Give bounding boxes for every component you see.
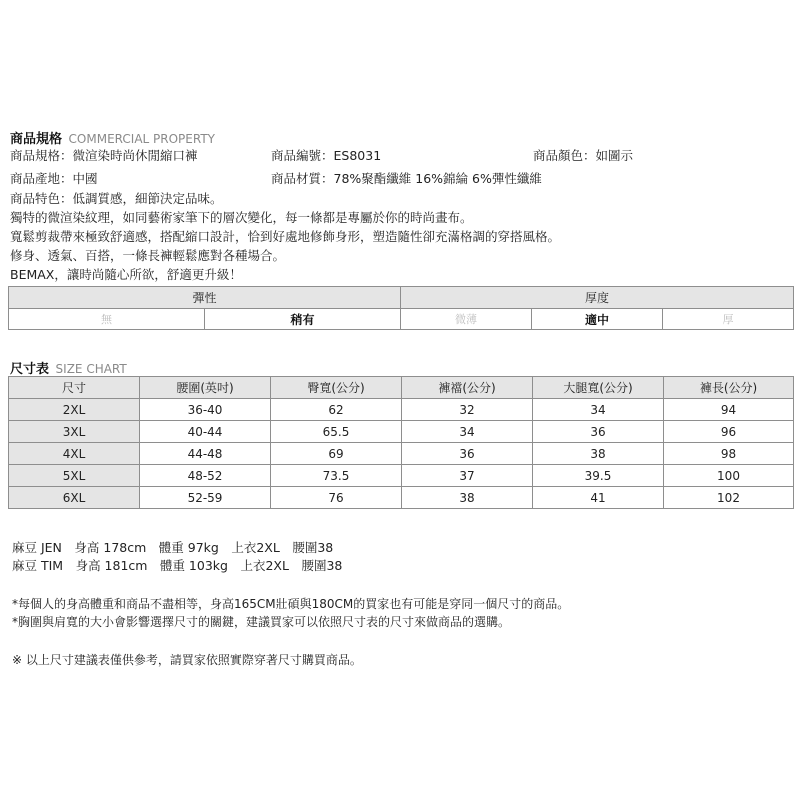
header-hip: 臀寬(公分) (271, 377, 402, 399)
fabric-feel-table (8, 286, 794, 330)
size-label: 4XL (9, 443, 140, 465)
spec-origin: 商品產地：中國 (10, 171, 98, 186)
table-row (9, 399, 794, 421)
thickness-option-thick: 厚 (663, 309, 794, 330)
size-chart-header-row (9, 377, 794, 399)
model-info: 麻豆 TIM 身高 181cm 體重 103kg 上衣2XL 腰圍38 (12, 558, 343, 573)
thickness-option-medium: 適中 (532, 309, 663, 330)
thigh-cell: 39.5 (533, 465, 664, 487)
elasticity-option-none: 無 (9, 309, 205, 330)
table-row (9, 487, 794, 509)
spec-name: 商品規格：微渲染時尚休閒縮口褲 (10, 148, 198, 163)
spec-material: 商品材質：78%聚酯纖維 16%錦綸 6%彈性纖維 (271, 171, 542, 186)
waist-cell: 40-44 (140, 421, 271, 443)
model-info: 麻豆 JEN 身高 178cm 體重 97kg 上衣2XL 腰圍38 (12, 540, 334, 555)
spec-heading (10, 128, 215, 147)
spec-color: 商品顏色：如圖示 (533, 148, 634, 163)
waist-cell: 44-48 (140, 443, 271, 465)
length-cell: 102 (664, 487, 794, 509)
length-cell: 96 (664, 421, 794, 443)
table-row (9, 465, 794, 487)
size-chart-title: 尺寸表 (10, 362, 50, 377)
spec-description-line: BEMAX，讓時尚隨心所欲，舒適更升級！ (10, 267, 242, 282)
size-chart-subtitle: SIZE CHART (55, 362, 127, 376)
table-row (9, 443, 794, 465)
waist-cell: 52-59 (140, 487, 271, 509)
waist-cell: 48-52 (140, 465, 271, 487)
size-chart-table (8, 376, 794, 509)
hip-cell: 65.5 (271, 421, 402, 443)
size-chart-heading (10, 358, 127, 377)
spec-title: 商品規格 (10, 132, 63, 147)
elasticity-option-slight: 稍有 (205, 309, 401, 330)
size-note: *胸圍與肩寬的大小會影響選擇尺寸的關鍵，建議買家可以依照尺寸表的尺寸來做商品的選購。 (12, 615, 511, 629)
hip-cell: 76 (271, 487, 402, 509)
size-label: 5XL (9, 465, 140, 487)
thickness-option-thin: 微薄 (401, 309, 532, 330)
header-thigh: 大腿寬(公分) (533, 377, 664, 399)
length-cell: 100 (664, 465, 794, 487)
rise-cell: 37 (402, 465, 533, 487)
waist-cell: 36-40 (140, 399, 271, 421)
rise-cell: 38 (402, 487, 533, 509)
rise-cell: 32 (402, 399, 533, 421)
disclaimer: ※ 以上尺寸建議表僅供參考，請買家依照實際穿著尺寸購買商品。 (12, 653, 362, 667)
length-cell: 98 (664, 443, 794, 465)
thigh-cell: 36 (533, 421, 664, 443)
thigh-cell: 34 (533, 399, 664, 421)
length-cell: 94 (664, 399, 794, 421)
thigh-cell: 41 (533, 487, 664, 509)
hip-cell: 73.5 (271, 465, 402, 487)
spec-description-line: 修身、透氣、百搭，一條長褲輕鬆應對各種場合。 (10, 248, 286, 263)
header-length: 褲長(公分) (664, 377, 794, 399)
hip-cell: 62 (271, 399, 402, 421)
rise-cell: 36 (402, 443, 533, 465)
size-label: 3XL (9, 421, 140, 443)
thickness-header: 厚度 (401, 287, 794, 309)
spec-description-line: 獨特的微渲染紋理，如同藝術家筆下的層次變化，每一條都是專屬於你的時尚畫布。 (10, 210, 473, 225)
hip-cell: 69 (271, 443, 402, 465)
size-label: 2XL (9, 399, 140, 421)
spec-description-line: 寬鬆剪裁帶來極致舒適感，搭配縮口設計，恰到好處地修飾身形，塑造隨性卻充滿格調的穿搭風格。 (10, 229, 561, 244)
thigh-cell: 38 (533, 443, 664, 465)
size-label: 6XL (9, 487, 140, 509)
header-waist: 腰圍(英吋) (140, 377, 271, 399)
elasticity-header: 彈性 (9, 287, 401, 309)
rise-cell: 34 (402, 421, 533, 443)
spec-feature: 商品特色：低調質感，細節決定品味。 (10, 191, 223, 206)
spec-subtitle: COMMERCIAL PROPERTY (68, 132, 215, 146)
table-row (9, 421, 794, 443)
size-note: *每個人的身高體重和商品不盡相等，身高165CM壯碩與180CM的買家也有可能是穿同一個尺寸的商品。 (12, 597, 570, 611)
header-size: 尺寸 (9, 377, 140, 399)
spec-code: 商品編號：ES8031 (271, 148, 382, 163)
header-rise: 褲襠(公分) (402, 377, 533, 399)
